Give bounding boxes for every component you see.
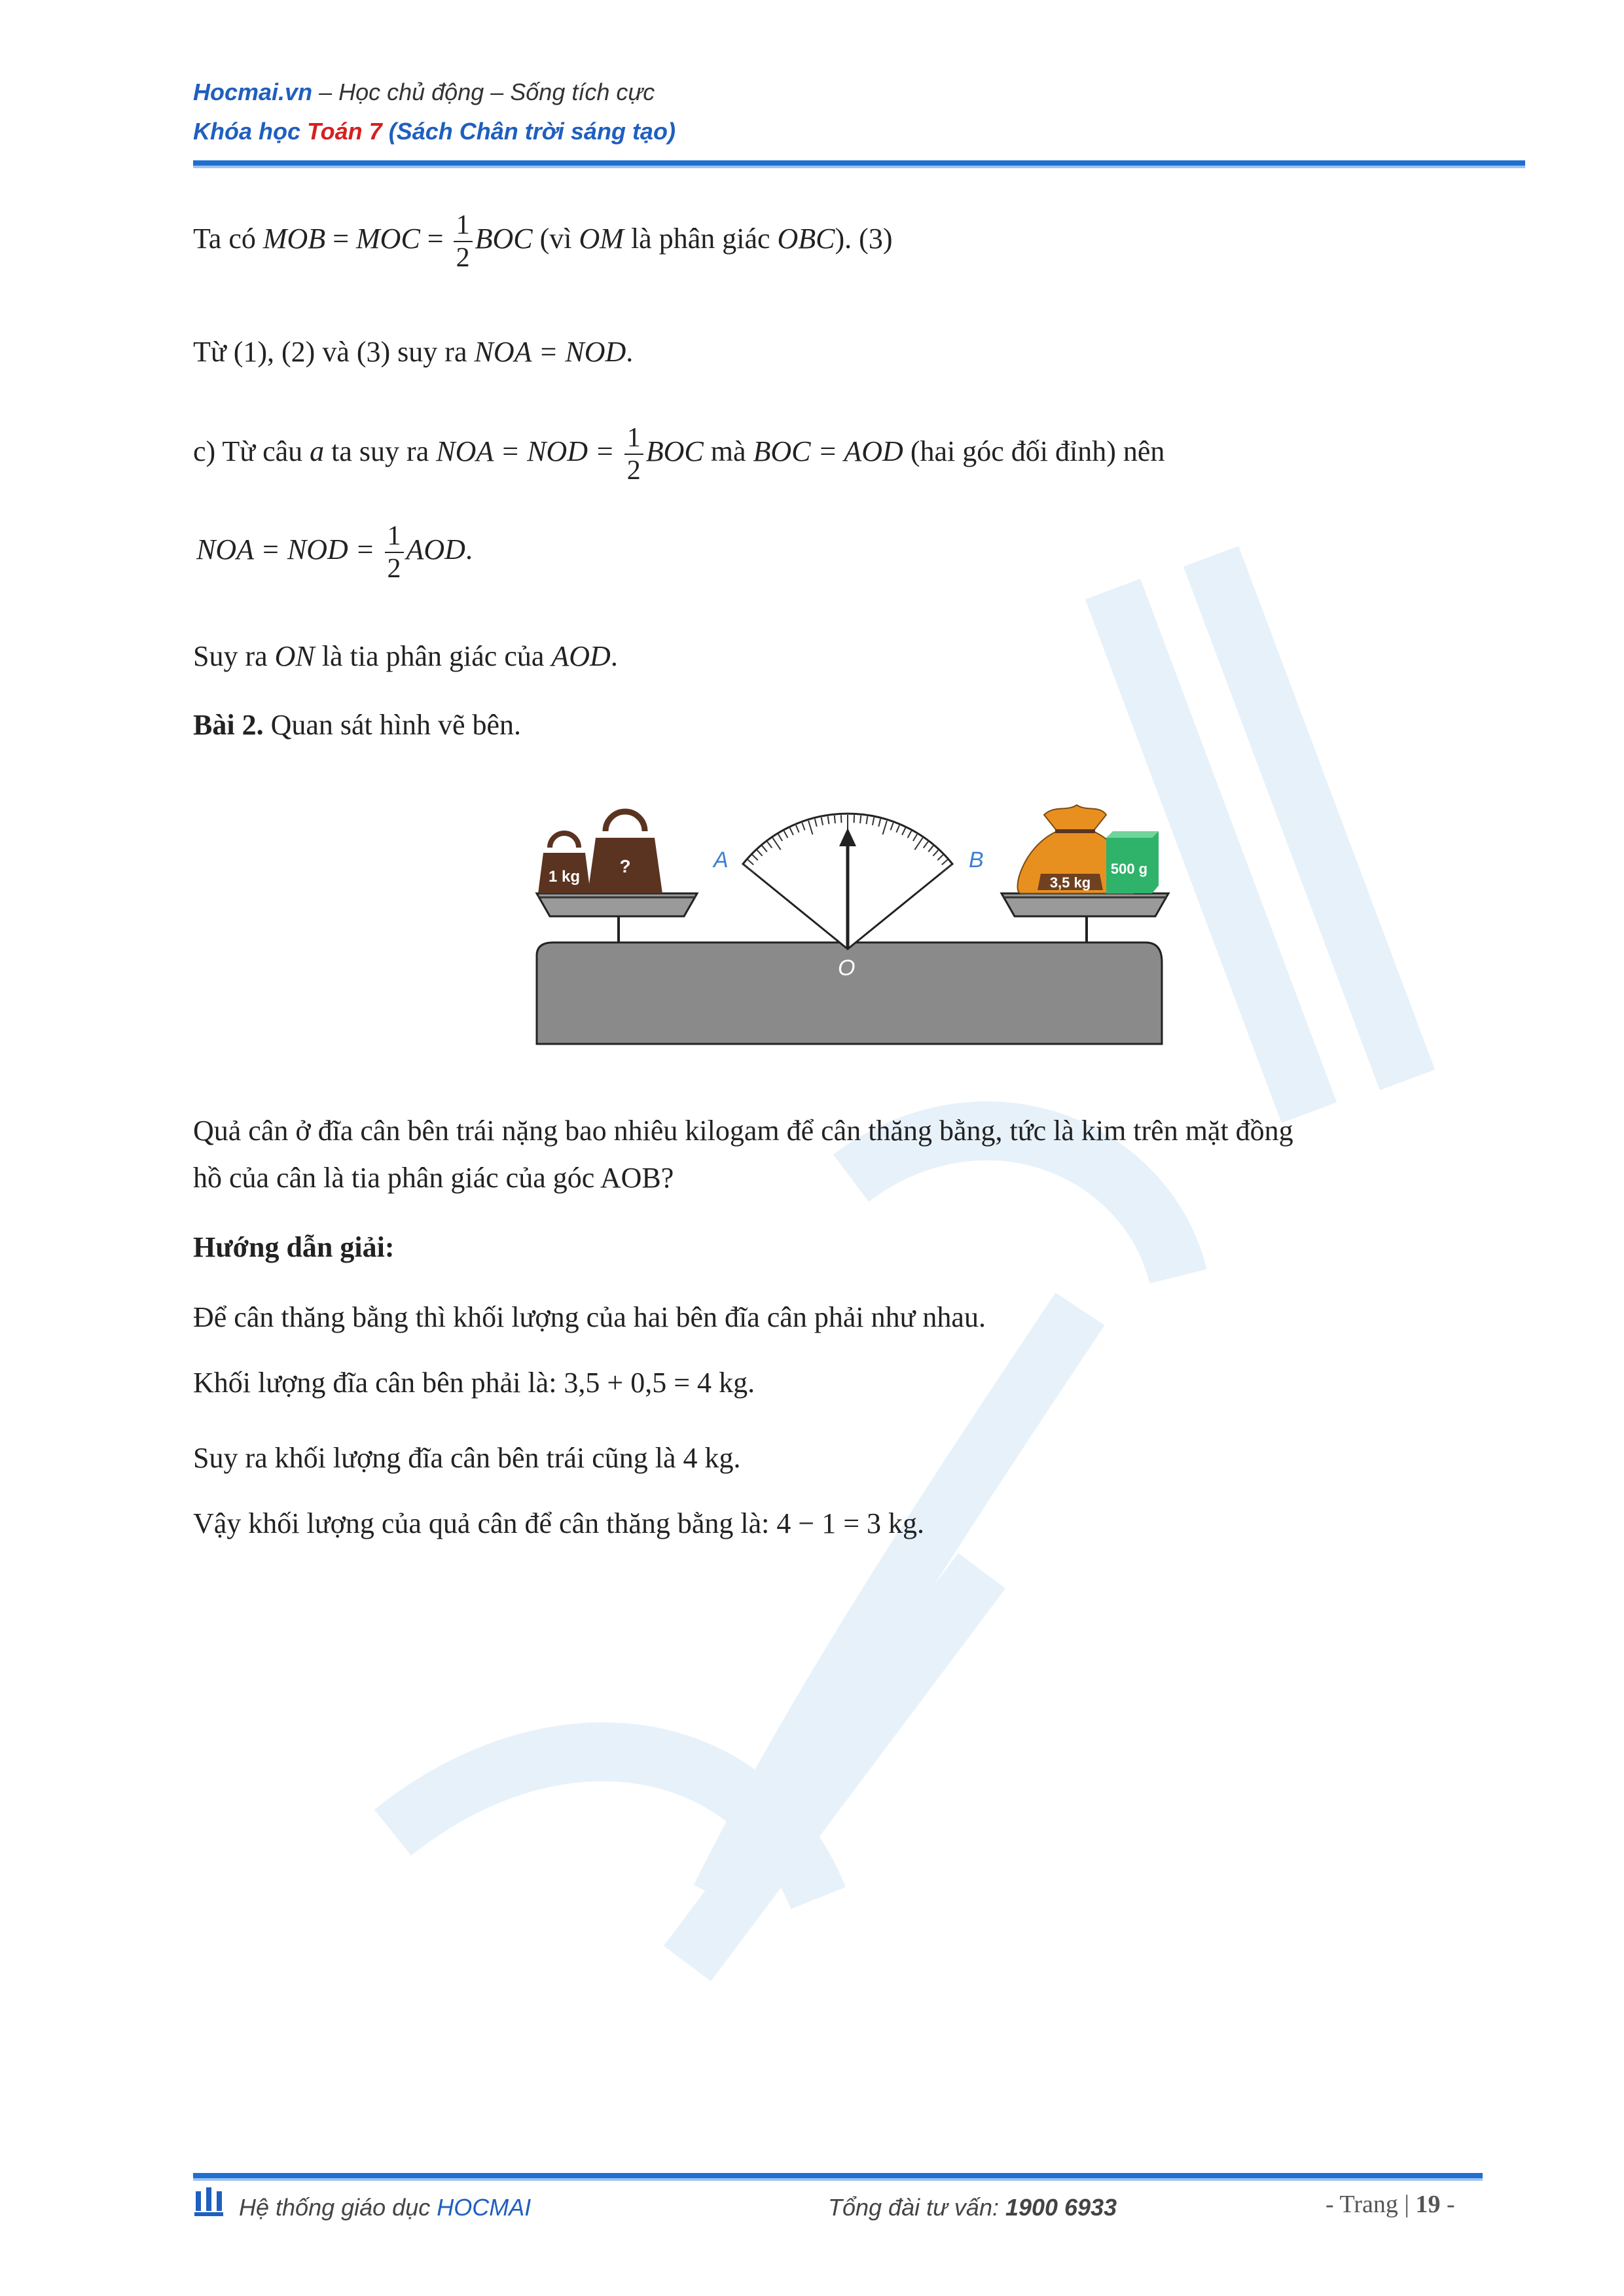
- text: kg.: [881, 1507, 925, 1539]
- text: kg.: [712, 1367, 755, 1399]
- math: BOC: [475, 223, 533, 255]
- math: OBC: [777, 223, 835, 255]
- page-number: [1326, 2190, 1455, 2219]
- footer-org-name: HOCMAI: [437, 2194, 532, 2221]
- text: ). (3): [835, 223, 893, 255]
- text: là tia phân giác của: [314, 640, 552, 672]
- question-line-1: Quả cân ở đĩa cân bên trái nặng bao nhiêu kilogam để cân thăng bằng, tức là kim trên mặt đồng: [193, 1115, 1293, 1147]
- fraction: [454, 209, 473, 274]
- header-slogan: – Học chủ động – Sống tích cực: [312, 79, 655, 105]
- text: (hai góc đối đỉnh) nên: [903, 435, 1165, 468]
- math: NOA = NOD =: [196, 533, 382, 566]
- page-prefix: - Trang |: [1326, 2191, 1416, 2218]
- hotline-prefix: Tổng đài tư vấn:: [828, 2194, 1005, 2221]
- text: mà: [703, 435, 753, 468]
- solution-line-2: [193, 1365, 755, 1401]
- weight-unknown: [588, 812, 662, 893]
- dial-tick: [854, 815, 855, 823]
- header-rule: [193, 160, 1525, 168]
- weight-1kg-label: 1 kg: [548, 868, 581, 886]
- math: ON: [274, 640, 315, 672]
- exercise-label: Bài 2.: [193, 709, 264, 741]
- text: c) Từ câu: [193, 435, 310, 468]
- footer-org: [239, 2194, 531, 2221]
- text: Ta có: [193, 223, 263, 255]
- box-500g: [1106, 831, 1159, 893]
- text: =: [325, 223, 357, 255]
- text-line-5: [193, 638, 618, 675]
- numerator: 1: [454, 209, 473, 242]
- text: Suy ra: [193, 640, 275, 672]
- denominator: 2: [456, 243, 470, 273]
- exercise-prompt: Quan sát hình vẽ bên.: [263, 709, 522, 741]
- footer-hotline: [828, 2194, 1117, 2221]
- math: AOD: [551, 640, 611, 672]
- course-subject: Toán 7: [307, 118, 382, 145]
- text: Từ (1), (2) và (3) suy ra: [193, 336, 475, 368]
- fraction: [385, 520, 404, 584]
- solution-line-4: [193, 1505, 924, 1542]
- math: MOC: [356, 223, 420, 255]
- math: AOD: [406, 533, 465, 566]
- page-suffix: -: [1440, 2191, 1455, 2218]
- question-line-2: hồ của cân là tia phân giác của góc AOB?: [193, 1162, 674, 1194]
- page-value: 19: [1415, 2191, 1441, 2218]
- math: NOA = NOD: [474, 336, 626, 368]
- text: .: [465, 533, 473, 566]
- numerator: 1: [624, 422, 643, 455]
- math: 3,5 + 0,5 = 4: [564, 1367, 712, 1399]
- solution-line-1: Để cân thăng bằng thì khối lượng của hai bên đĩa cân phải như nhau.: [193, 1301, 986, 1333]
- math: BOC = AOD: [753, 435, 903, 468]
- math: NOA = NOD =: [436, 435, 622, 468]
- header-course: [193, 118, 676, 145]
- weight-1kg: [538, 833, 590, 893]
- footer-rule: [193, 2173, 1483, 2181]
- math: MOB: [262, 223, 326, 255]
- text: là phân giác: [623, 223, 778, 255]
- text: =: [420, 223, 451, 255]
- text: Khối lượng đĩa cân bên phải là:: [193, 1367, 564, 1399]
- text-line-2: [193, 334, 633, 370]
- text: .: [626, 336, 634, 368]
- fraction: [624, 422, 643, 486]
- guide-heading: Hướng dẫn giải:: [193, 1231, 395, 1263]
- numerator: 1: [385, 520, 404, 553]
- hotline-number: 1900 6933: [1005, 2194, 1117, 2221]
- course-prefix: Khóa học: [193, 118, 308, 145]
- header-brand: [193, 79, 655, 106]
- text: ta suy ra: [324, 435, 437, 468]
- denominator: 2: [387, 554, 401, 584]
- label-o: O: [838, 956, 856, 980]
- dial-tick: [841, 815, 842, 823]
- text-line-4: [196, 520, 473, 584]
- denominator: 2: [626, 456, 641, 486]
- text: (vì: [532, 223, 579, 255]
- balance-scale-figure: [524, 802, 1172, 1057]
- label-a: A: [713, 848, 729, 872]
- math: OM: [579, 223, 624, 255]
- label-b: B: [969, 848, 984, 872]
- math: 4 − 1 = 3: [776, 1507, 882, 1539]
- text-line-3: [193, 422, 1164, 486]
- math: BOC: [645, 435, 704, 468]
- text: .: [610, 640, 618, 672]
- text-line-1: [193, 209, 893, 274]
- header-site[interactable]: Hocmai.vn: [193, 79, 313, 105]
- math: a: [310, 435, 325, 468]
- hocmai-logo-icon: [193, 2186, 226, 2219]
- dial-tick: [860, 816, 861, 823]
- text: Vậy khối lượng của quả cân để cân thăng bằng là:: [193, 1507, 777, 1539]
- bag-label: 3,5 kg: [1049, 874, 1091, 891]
- footer-org-prefix: Hệ thống giáo dục: [239, 2194, 437, 2221]
- solution-line-3: Suy ra khối lượng đĩa cân bên trái cũng là 4 kg.: [193, 1442, 741, 1474]
- exercise-title: [193, 707, 521, 744]
- box-label: 500 g: [1110, 861, 1148, 877]
- weight-unknown-label: ?: [619, 856, 631, 876]
- course-suffix: (Sách Chân trời sáng tạo): [382, 118, 676, 145]
